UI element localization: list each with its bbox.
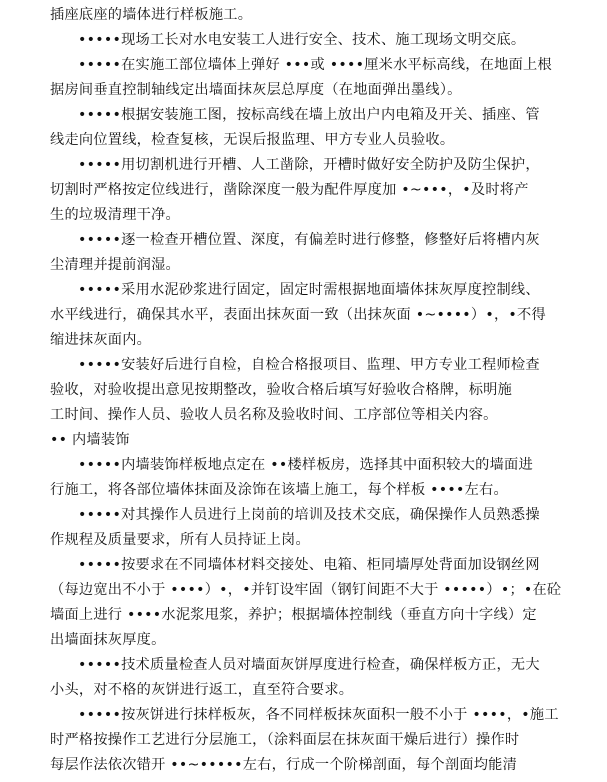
text-line: 工时间、操作人员、验收人员名称及验收时间、工序部位等相关内容。 (50, 407, 498, 423)
text-line: •••••在实施工部位墙体上弹好 •••或 ••••厘米水平标高线，在地面上根 (78, 57, 552, 73)
text-line: 行施工，将各部位墙体抹面及涂饰在该墙上施工，每个样板 ••••左右。 (50, 482, 508, 498)
text-line: 尘清理并提前润湿。 (50, 257, 180, 273)
text-line: •••••用切割机进行开槽、人工凿除，开槽时做好安全防护及防尘保护， (78, 157, 540, 173)
text-line: •••••按灰饼进行抹样板灰，各不同样板抹灰面积一般不小于 ••••，•施工 (78, 707, 559, 723)
text-line: •••••对其操作人员进行上岗前的培训及技术交底，确保操作人员熟悉操 (78, 507, 540, 523)
text-line: •••••内墙装饰样板地点定在 ••楼样板房，选择其中面积较大的墙面进 (78, 457, 533, 473)
text-line: •••••根据安装施工图，按标高线在墙上放出户内电箱及开关、插座、管 (78, 107, 540, 123)
text-line: •••••按要求在不同墙体材料交接处、电箱、柜同墙厚处背面加设钢丝网 (78, 557, 540, 573)
text-line: 切割时严格按定位线进行，凿除深度一般为配件厚度加 •~•••，•及时将产 (50, 182, 529, 198)
text-line: 作规程及质量要求，所有人员持证上岗。 (50, 532, 310, 548)
text-line: •••••逐一检查开槽位置、深度，有偏差时进行修整，修整好后将槽内灰 (78, 232, 540, 248)
text-line: 小头，对不格的灰饼进行返工，直至符合要求。 (50, 682, 354, 698)
text-line: 验收，对验收提出意见按期整改，验收合格后填写好验收合格牌，标明施 (50, 382, 513, 398)
text-line: 水平线进行，确保其水平，表面出抹灰面一致（出抹灰面 •~••••）•，•不得 (50, 307, 546, 323)
text-line: 缩进抹灰面内。 (50, 332, 152, 348)
text-line: •••••安装好后进行自检，自检合格报项目、监理、甲方专业工程师检查 (78, 357, 540, 373)
text-line: 时严格按操作工艺进行分层施工，（涂料面层在抹灰面干燥后进行）操作时 (50, 732, 520, 748)
text-line: 生的垃圾清理干净。 (50, 207, 180, 223)
text-line: •••••技术质量检查人员对墙面灰饼厚度进行检查，确保样板方正，无大 (78, 657, 540, 673)
text-line: 线走向位置线，检查复核，无误后报监理、甲方专业人员验收。 (50, 132, 455, 148)
text-line: 墙面上进行 ••••水泥浆甩浆，养护；根据墙体控制线（垂直方向十字线）定 (50, 607, 537, 623)
text-line: 每层作法依次错开 ••~•••••左右，行成一个阶梯剖面，每个剖面均能清 (50, 757, 518, 773)
text-line: 据房间垂直控制轴线定出墙面抹灰层总厚度（在地面弹出墨线）。 (50, 82, 462, 98)
text-line: 插座底座的墙体进行样板施工。 (50, 7, 253, 23)
text-line: •••••采用水泥砂浆进行固定，固定时需根据地面墙体抹灰厚度控制线、 (78, 282, 540, 298)
text-line: •••••现场工长对水电安装工人进行安全、技术、施工现场文明交底。 (78, 32, 526, 48)
text-line: （每边宽出不小于 ••••）•，•并钉设牢固（钢钉间距不大于 •••••）•；•在砼 (50, 582, 562, 598)
text-line: 出墙面抹灰厚度。 (50, 632, 166, 648)
section-heading: •• 内墙装饰 (50, 432, 130, 448)
